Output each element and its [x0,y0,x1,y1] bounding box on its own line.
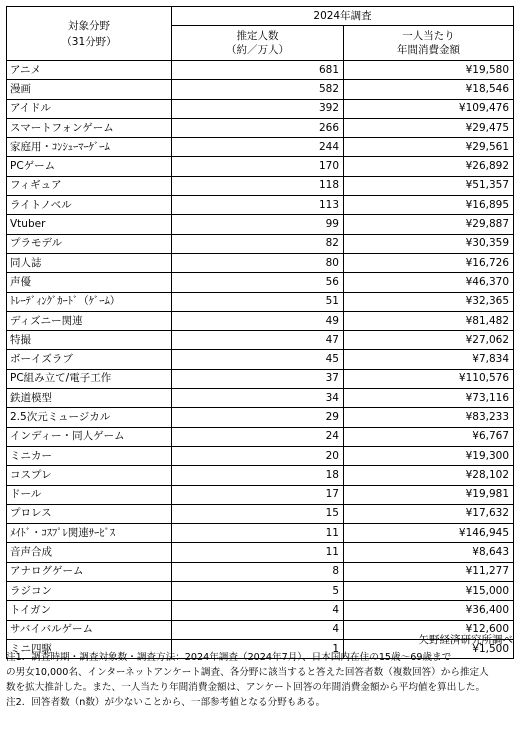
users-cell: 244 [172,138,344,157]
category-cell: 音声合成 [7,543,172,562]
users-cell: 11 [172,543,344,562]
spend-header-line2: 年間消費金額 [397,44,460,56]
table-row [7,446,514,465]
spend-cell: ¥18,546 [344,80,514,99]
category-cell: アニメ [7,61,172,80]
table-row [7,389,514,408]
category-cell: ﾒｲﾄﾞ・ｺｽﾌﾟﾚ関連ｻｰﾋﾞｽ [7,524,172,543]
spend-cell: ¥146,945 [344,524,514,543]
spend-cell: ¥29,475 [344,118,514,137]
spend-cell: ¥81,482 [344,311,514,330]
category-cell: Vtuber [7,215,172,234]
spend-cell: ¥1,500 [344,639,514,658]
users-cell: 266 [172,118,344,137]
category-cell: ライトノベル [7,196,172,215]
table-row [7,524,514,543]
spend-cell: ¥8,643 [344,543,514,562]
category-cell: アナログゲーム [7,562,172,581]
spend-cell: ¥109,476 [344,99,514,118]
users-cell: 118 [172,176,344,195]
spend-cell: ¥19,300 [344,446,514,465]
table-row [7,99,514,118]
users-cell: 15 [172,504,344,523]
category-cell: ラジコン [7,582,172,601]
spend-cell: ¥11,277 [344,562,514,581]
spend-cell: ¥73,116 [344,389,514,408]
spend-cell: ¥17,632 [344,504,514,523]
table-row [7,466,514,485]
table-row [7,61,514,80]
table-row [7,543,514,562]
category-header [7,7,172,61]
category-cell: ドール [7,485,172,504]
spend-cell: ¥30,359 [344,234,514,253]
survey-table [6,6,514,659]
table-row [7,562,514,581]
users-header-line1: 推定人数 [236,30,279,42]
footnote-line: 数を拡大推計した。また、一人当たり年間消費金額は、アンケート回答の年間消費金額から平均値を算出した。 [6,682,486,693]
users-cell: 582 [172,80,344,99]
spend-cell: ¥6,767 [344,427,514,446]
spend-cell: ¥27,062 [344,331,514,350]
users-cell: 82 [172,234,344,253]
table-row [7,157,514,176]
table-row [7,253,514,272]
category-cell: アイドル [7,99,172,118]
category-cell: ミニ四駆 [7,639,172,658]
spend-cell: ¥51,357 [344,176,514,195]
users-cell: 8 [172,562,344,581]
users-header-line2: （約／万人） [226,44,289,56]
table-row [7,311,514,330]
category-cell: 漫画 [7,80,172,99]
spend-cell: ¥46,370 [344,273,514,292]
table-row [7,292,514,311]
category-cell: サバイバルゲーム [7,620,172,639]
spend-cell: ¥19,580 [344,61,514,80]
users-cell: 80 [172,253,344,272]
users-cell: 1 [172,639,344,658]
category-cell: フィギュア [7,176,172,195]
spend-header-line1: 一人当たり [402,30,455,42]
survey-year-header: 2024年調査 [172,7,514,26]
category-cell: ボーイズラブ [7,350,172,369]
footnote-line: 注2．回答者数（n数）が少ないことから、一部参考値となる分野もある。 [6,697,326,708]
footnotes [6,650,518,710]
table-row [7,234,514,253]
table-row [7,369,514,388]
table-row [7,118,514,137]
table-row [7,215,514,234]
spend-cell: ¥83,233 [344,408,514,427]
users-header [172,26,344,61]
table-row [7,408,514,427]
spend-cell: ¥16,895 [344,196,514,215]
spend-header [344,26,514,61]
footnote-line: 注1．調査時期・調査対象数・調査方法：2024年調査（2024年7月）、日本国内在住の15歳～69歳まで [6,652,452,663]
users-cell: 34 [172,389,344,408]
spend-cell: ¥19,981 [344,485,514,504]
table-row [7,273,514,292]
users-cell: 170 [172,157,344,176]
users-cell: 17 [172,485,344,504]
users-cell: 99 [172,215,344,234]
category-cell: ﾄﾚｰﾃﾞｨﾝｸﾞｶｰﾄﾞ（ｹﾞｰﾑ） [7,292,172,311]
category-cell: PCゲーム [7,157,172,176]
spend-cell: ¥36,400 [344,601,514,620]
category-cell: ディズニー関連 [7,311,172,330]
spend-cell: ¥16,726 [344,253,514,272]
table-row [7,427,514,446]
users-cell: 4 [172,620,344,639]
users-cell: 49 [172,311,344,330]
table-row [7,176,514,195]
table-row [7,504,514,523]
table-row [7,80,514,99]
users-cell: 681 [172,61,344,80]
users-cell: 45 [172,350,344,369]
table-row [7,331,514,350]
category-header-line2: （31分野） [61,35,117,48]
spend-cell: ¥32,365 [344,292,514,311]
category-cell: トイガン [7,601,172,620]
category-cell: プロレス [7,504,172,523]
spend-cell: ¥26,892 [344,157,514,176]
spend-cell: ¥12,600 [344,620,514,639]
users-cell: 29 [172,408,344,427]
spend-cell: ¥28,102 [344,466,514,485]
category-cell: 同人誌 [7,253,172,272]
category-cell: プラモデル [7,234,172,253]
spend-cell: ¥29,887 [344,215,514,234]
table-row [7,485,514,504]
users-cell: 24 [172,427,344,446]
category-cell: ミニカー [7,446,172,465]
users-cell: 47 [172,331,344,350]
table-row [7,582,514,601]
users-cell: 37 [172,369,344,388]
users-cell: 51 [172,292,344,311]
table-row [7,138,514,157]
users-cell: 56 [172,273,344,292]
footnote-line: の男女10,000名、インターネットアンケート調査、各分野に該当すると答えた回答者数（複数回答）から推定人 [6,667,489,678]
category-cell: 声優 [7,273,172,292]
category-cell: PC組み立て/電子工作 [7,369,172,388]
table-row [7,601,514,620]
users-cell: 18 [172,466,344,485]
header-row-top [7,7,514,26]
category-cell: コスプレ [7,466,172,485]
users-cell: 113 [172,196,344,215]
category-cell: インディー・同人ゲーム [7,427,172,446]
category-cell: スマートフォンゲーム [7,118,172,137]
users-cell: 20 [172,446,344,465]
category-header-line1: 対象分野 [68,19,110,32]
table-row [7,196,514,215]
spend-cell: ¥110,576 [344,369,514,388]
spend-cell: ¥29,561 [344,138,514,157]
category-cell: 鉄道模型 [7,389,172,408]
table-row [7,350,514,369]
users-cell: 392 [172,99,344,118]
users-cell: 5 [172,582,344,601]
users-cell: 4 [172,601,344,620]
users-cell: 11 [172,524,344,543]
spend-cell: ¥7,834 [344,350,514,369]
spend-cell: ¥15,000 [344,582,514,601]
source-credit: 矢野経済研究所調べ [418,634,513,646]
category-cell: 家庭用・ｺﾝｼｭｰﾏｰｹﾞｰﾑ [7,138,172,157]
table-body [7,61,514,659]
category-cell: 特撮 [7,331,172,350]
category-cell: 2.5次元ミュージカル [7,408,172,427]
